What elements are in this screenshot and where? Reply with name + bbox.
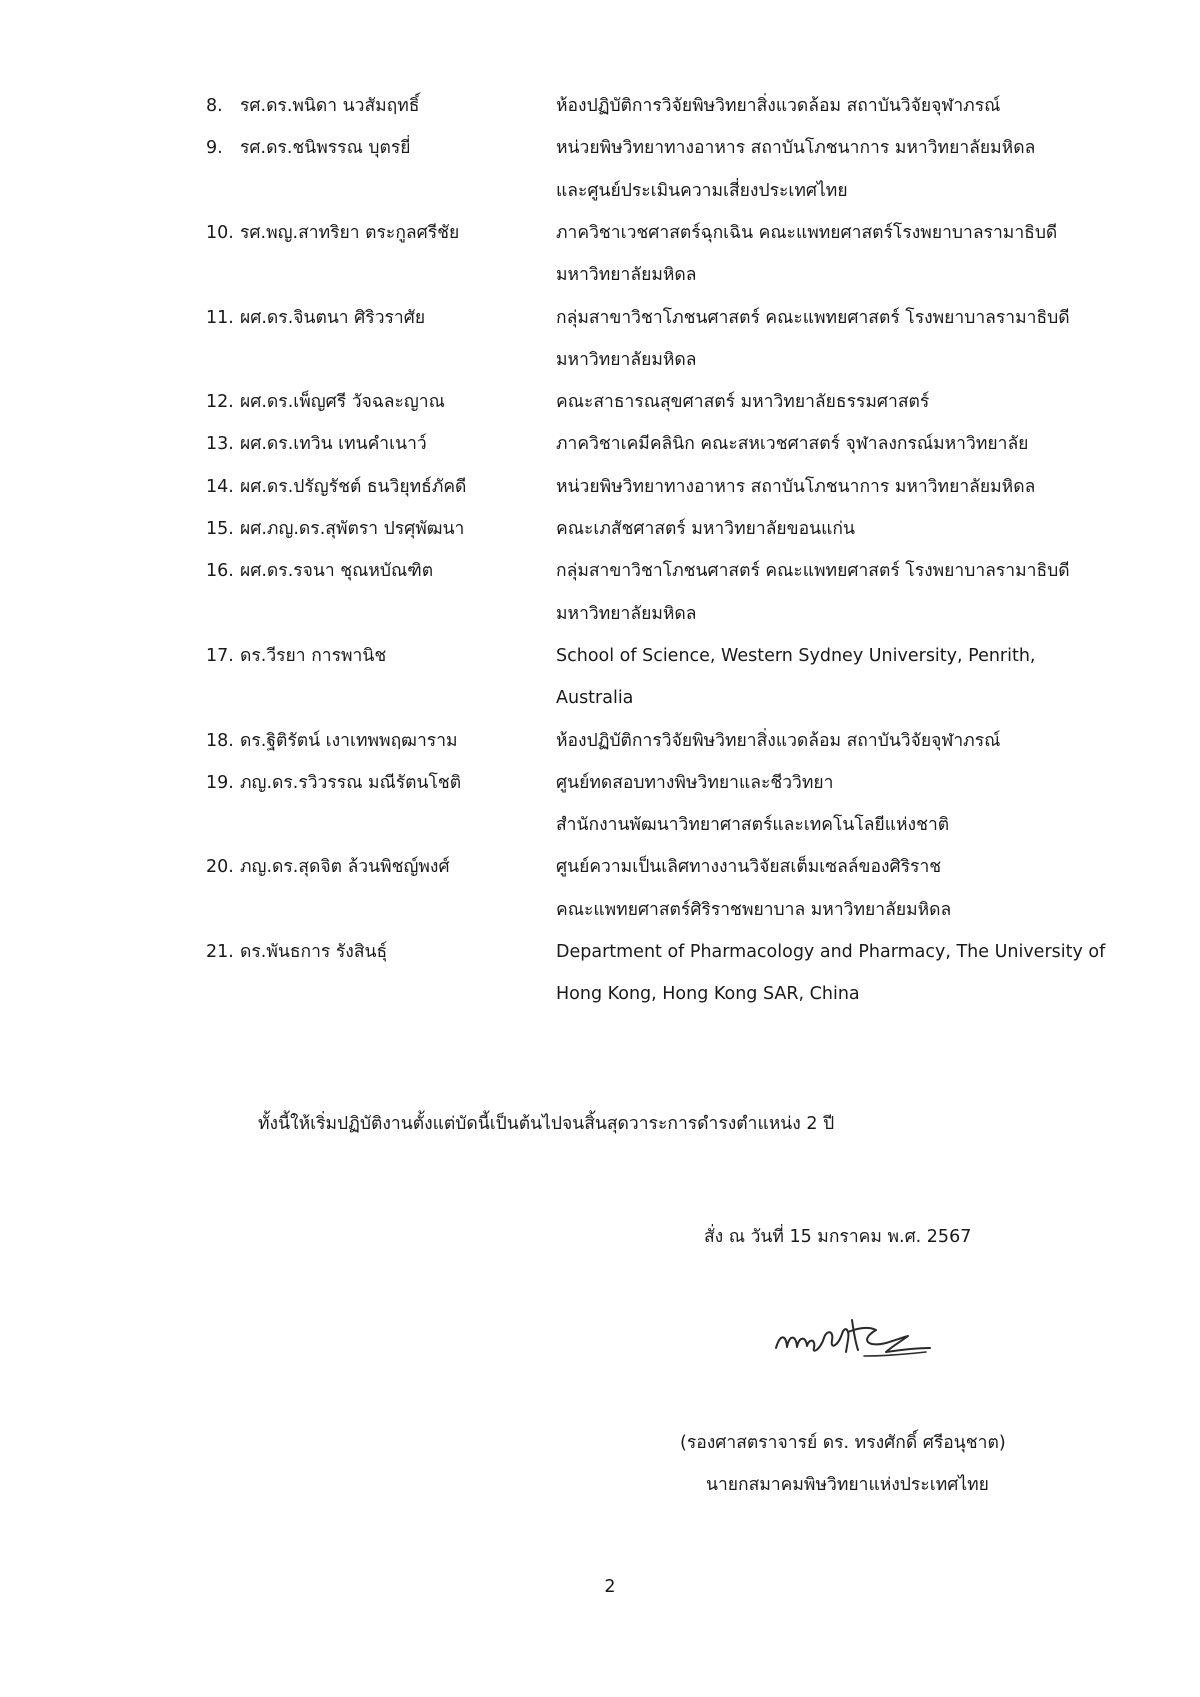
member-affiliation-line: Australia [556, 688, 634, 709]
member-number: 11. [206, 307, 234, 328]
member-number: 21. [206, 942, 234, 962]
member-affiliation-line: ศูนย์ทดสอบทางพิษวิทยาและชีววิทยา [556, 772, 834, 793]
member-number: 12. [206, 392, 234, 413]
effective-period-statement: ทั้งนี้ให้เริ่มปฏิบัติงานตั้งแต่บัดนี้เป็นต้นไปจนสิ้นสุดวาระการดำรงตำแหน่ง 2 ปี [258, 1114, 835, 1134]
member-name: ผศ.ภญ.ดร.สุพัตรา ปรศุพัฒนา [240, 519, 465, 539]
member-number: 13. [206, 434, 234, 455]
member-number: 17. [206, 645, 234, 666]
member-affiliation-line: มหาวิทยาลัยมหิดล [556, 603, 697, 624]
member-name: ผศ.ดร.ปรัญรัชต์ ธนวิยุทธ์ภัคดี [240, 476, 467, 497]
member-number: 10. [206, 222, 234, 243]
member-name: ภญ.ดร.สุดจิต ล้วนพิชญ์พงศ์ [240, 857, 450, 878]
member-name: ผศ.ดร.เพ็ญศรี วัจฉละญาณ [240, 392, 445, 413]
page-number: 2 [604, 1577, 616, 1597]
member-affiliation-line: ศูนย์ความเป็นเลิศทางงานวิจัยสเต็มเซลล์ของศิริราช [556, 857, 942, 878]
member-number: 14. [206, 476, 234, 497]
member-affiliation-line: มหาวิทยาลัยมหิดล [556, 265, 697, 286]
member-name: รศ.พญ.สาทริยา ตระกูลศรีชัย [240, 222, 460, 243]
member-number: 15. [206, 519, 234, 539]
signer-title: นายกสมาคมพิษวิทยาแห่งประเทศไทย [706, 1475, 989, 1495]
member-affiliation-line: Department of Pharmacology and Pharmacy, The University of [556, 942, 1106, 962]
member-affiliation-line: และศูนย์ประเมินความเสี่ยงประเทศไทย [556, 180, 848, 201]
member-affiliation-line: School of Science, Western Sydney University, Penrith, [556, 645, 1036, 666]
member-name: ผศ.ดร.รจนา ชุณหบัณฑิต [240, 561, 434, 582]
member-number: 18. [206, 730, 234, 751]
member-name: ดร.พันธการ รังสินธุ์ [240, 942, 388, 962]
member-affiliation-line: ห้องปฏิบัติการวิจัยพิษวิทยาสิ่งแวดล้อม สถาบันวิจัยจุฬาภรณ์ [556, 96, 1001, 116]
member-name: ดร.วีรยา การพานิช [240, 645, 387, 666]
member-affiliation-line: คณะแพทยศาสตร์ศิริราชพยาบาล มหาวิทยาลัยมหิดล [556, 899, 952, 920]
member-affiliation-line: กลุ่มสาขาวิชาโภชนศาสตร์ คณะแพทยศาสตร์ โรงพยาบาลรามาธิบดี [556, 561, 1070, 582]
member-name: ภญ.ดร.รวิวรรณ มณีรัตนโชติ [240, 772, 462, 793]
member-affiliation-line: ห้องปฏิบัติการวิจัยพิษวิทยาสิ่งแวดล้อม สถาบันวิจัยจุฬาภรณ์ [556, 730, 1001, 751]
member-affiliation-line: คณะเภสัชศาสตร์ มหาวิทยาลัยขอนแก่น [556, 519, 855, 539]
member-affiliation-line: คณะสาธารณสุขศาสตร์ มหาวิทยาลัยธรรมศาสตร์ [556, 392, 930, 413]
member-affiliation-line: หน่วยพิษวิทยาทางอาหาร สถาบันโภชนาการ มหาวิทยาลัยมหิดล [556, 476, 1036, 497]
member-affiliation-line: มหาวิทยาลัยมหิดล [556, 349, 697, 370]
member-affiliation-line: Hong Kong, Hong Kong SAR, China [556, 984, 860, 1005]
handwritten-signature [768, 1290, 938, 1370]
member-affiliation-line: ภาควิชาเคมีคลินิก คณะสหเวชศาสตร์ จุฬาลงกรณ์มหาวิทยาลัย [556, 434, 1029, 455]
member-number: 20. [206, 857, 234, 878]
member-number: 16. [206, 561, 234, 582]
member-name: ผศ.ดร.เทวิน เทนคำเนาว์ [240, 434, 427, 455]
member-name: รศ.ดร.ชนิพรรณ บุตรยี่ [240, 138, 411, 159]
signer-name: (รองศาสตราจารย์ ดร. ทรงศักดิ์ ศรีอนุชาต) [680, 1433, 1006, 1453]
member-number: 8. [206, 96, 223, 116]
member-affiliation-line: กลุ่มสาขาวิชาโภชนศาสตร์ คณะแพทยศาสตร์ โรงพยาบาลรามาธิบดี [556, 307, 1070, 328]
member-name: ดร.ฐิติรัตน์ เงาเทพพฤฒาราม [240, 730, 458, 751]
order-date: สั่ง ณ วันที่ 15 มกราคม พ.ศ. 2567 [704, 1227, 972, 1247]
member-affiliation-line: สำนักงานพัฒนาวิทยาศาสตร์และเทคโนโลยีแห่งชาติ [556, 815, 950, 836]
member-name: ผศ.ดร.จินตนา ศิริวราศัย [240, 307, 426, 328]
member-affiliation-line: ภาควิชาเวชศาสตร์ฉุกเฉิน คณะแพทยศาสตร์โรงพยาบาลรามาธิบดี [556, 222, 1058, 243]
member-affiliation-line: หน่วยพิษวิทยาทางอาหาร สถาบันโภชนาการ มหาวิทยาลัยมหิดล [556, 138, 1036, 159]
member-number: 9. [206, 138, 223, 159]
member-name: รศ.ดร.พนิดา นวสัมฤทธิ์ [240, 96, 420, 116]
member-number: 19. [206, 772, 234, 793]
